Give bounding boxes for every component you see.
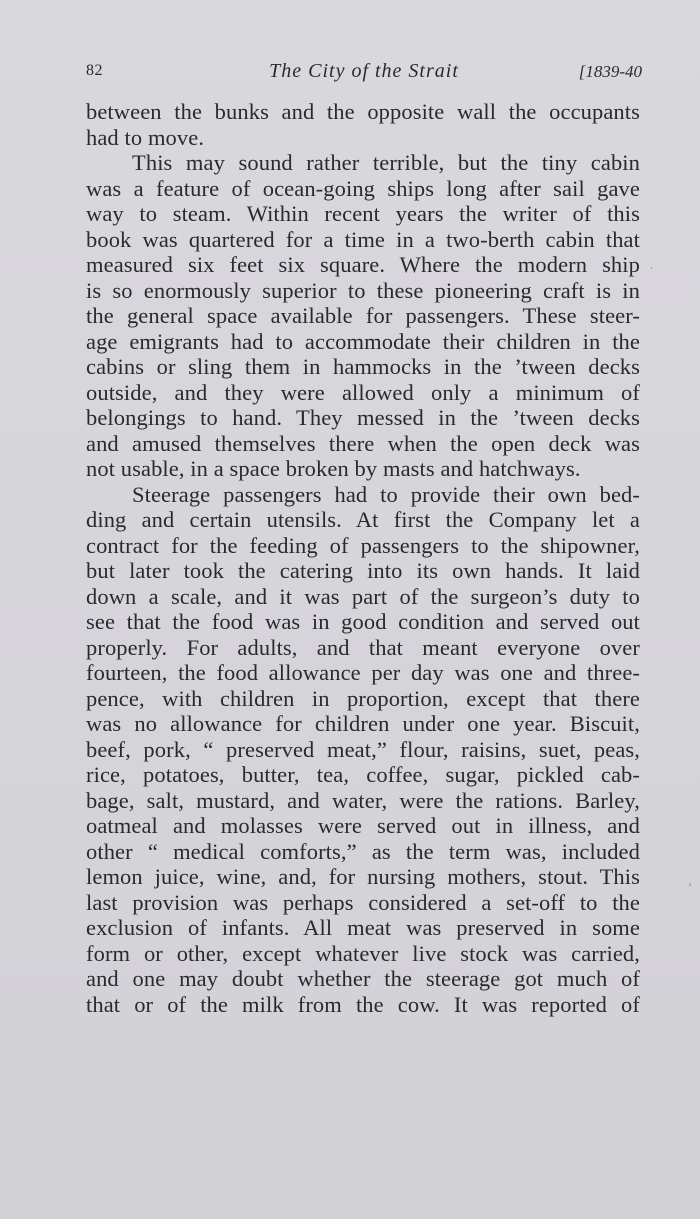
text-line: exclusion of infants. All meat was preserved in some [86, 915, 640, 940]
text-line: the general space available for passengers. These steer- [86, 303, 640, 328]
text-line: is so enormously superior to these pioneering craft is in [86, 277, 640, 303]
text-line: was a feature of ocean-going ships long after sail gave [86, 175, 640, 201]
text-line: between the bunks and the opposite wall the occupants [86, 99, 640, 124]
text-line: fourteen, the food allowance per day was one and three- [86, 660, 640, 685]
text-line: see that the food was in good condition and served out [86, 609, 640, 634]
text-line: book was quartered for a time in a two-berth cabin that [86, 226, 640, 252]
text-line: lemon juice, wine, and, for nursing mothers, stout. This [86, 864, 640, 889]
text-line: had to move. [86, 124, 205, 150]
text-line: and one may doubt whether the steerage got much of [86, 966, 640, 991]
text-line: but later took the catering into its own hands. It laid [86, 558, 640, 583]
text-line: This may sound rather terrible, but the tiny cabin [132, 150, 640, 175]
text-line: way to steam. Within recent years the writer of this [86, 201, 640, 226]
page-number: 82 [86, 62, 103, 79]
margin-speck: . [650, 258, 653, 272]
text-line: and amused themselves there when the open deck was [86, 430, 640, 456]
text-line: other “ medical comforts,” as the term was, included [86, 838, 640, 864]
text-line: down a scale, and it was part of the surgeon’s duty to [86, 583, 640, 609]
body-text [86, 99, 640, 1017]
running-title: The City of the Strait [269, 60, 459, 82]
text-line: that or of the milk from the cow. It was reported of [86, 991, 640, 1017]
text-line: was no allowance for children under one year. Biscuit, [86, 711, 640, 736]
text-line: outside, and they were allowed only a minimum of [86, 379, 640, 405]
text-line: age emigrants had to accommodate their children in the [86, 328, 640, 354]
running-header [86, 60, 642, 88]
text-line: properly. For adults, and that meant everyone over [86, 634, 640, 660]
text-line: bage, salt, mustard, and water, were the rations. Barley, [86, 787, 640, 813]
text-line: Steerage passengers had to provide their own bed- [132, 481, 640, 507]
date-range: [1839-40 [578, 62, 642, 81]
text-line: belongings to hand. They messed in the ’tween decks [86, 405, 640, 430]
margin-speck: ’ [688, 880, 692, 894]
text-line: rice, potatoes, butter, tea, coffee, sugar, pickled cab- [86, 762, 640, 787]
text-line: cabins or sling them in hammocks in the ’tween decks [86, 354, 640, 379]
text-line: form or other, except whatever live stock was carried, [86, 940, 640, 966]
text-line: beef, pork, “ preserved meat,” flour, raisins, suet, peas, [86, 736, 640, 762]
text-line: pence, with children in proportion, except that there [86, 685, 640, 711]
text-line: ding and certain utensils. At first the Company let a [86, 507, 640, 532]
text-line: measured six feet six square. Where the modern ship [86, 252, 640, 277]
text-line: last provision was perhaps considered a set-off to the [86, 889, 640, 915]
text-line: oatmeal and molasses were served out in illness, and [86, 813, 640, 838]
text-line: contract for the feeding of passengers to the shipowner, [86, 532, 640, 558]
text-line: not usable, in a space broken by masts and hatchways. [86, 456, 581, 481]
